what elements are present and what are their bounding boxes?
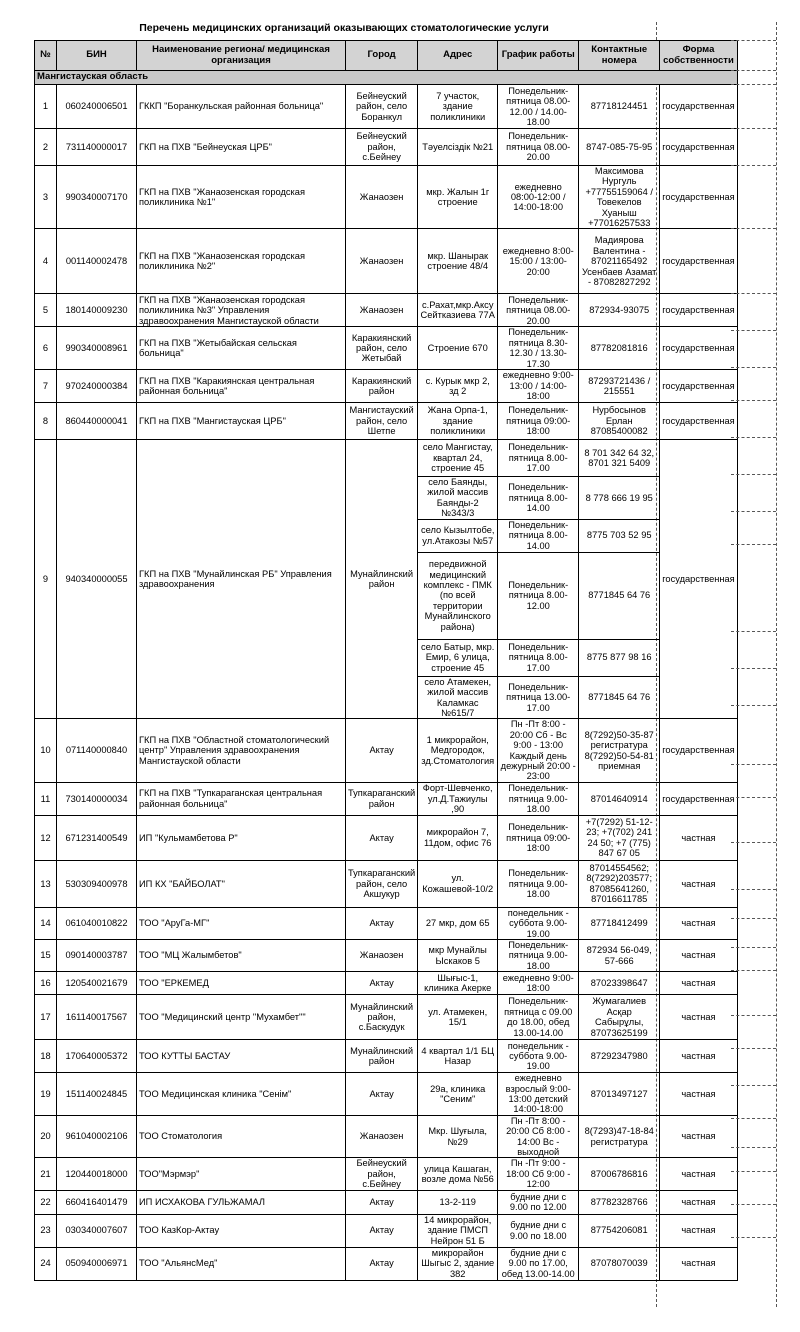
- organization-name: ИП "Кульмамбетова Р": [137, 815, 346, 860]
- phones-cell: 8775 703 52 95: [579, 519, 660, 552]
- header-name: Наименование региона/ медицинская организация: [137, 41, 346, 71]
- schedule-cell: Понедельник-пятница 8.30-12.30 / 13.30-17.30: [498, 327, 579, 370]
- phones-cell: 87023398647: [579, 972, 660, 995]
- row-number: 22: [35, 1190, 57, 1214]
- address-cell: 13-2-119: [418, 1190, 498, 1214]
- address-cell: Строение 670: [418, 327, 498, 370]
- address-cell: с. Курык мкр 2, зд 2: [418, 370, 498, 403]
- page-guide-line: [731, 947, 776, 948]
- address-cell: ул. Атамекен, 15/1: [418, 995, 498, 1040]
- address-cell: мкр. Жалын 1г строение: [418, 166, 498, 229]
- table-row: [35, 440, 738, 477]
- phones-cell: 87782328766: [579, 1190, 660, 1214]
- phones-cell: Мадиярова Валентина - 87021165492 Усенбаев Азамат - 87082827292: [579, 229, 660, 294]
- bin-cell: 151140024845: [57, 1073, 137, 1116]
- address-cell: передвижной медицинский комплекс - ПМК (по всей территории Мунайлинского района): [418, 552, 498, 639]
- bin-cell: 120440018000: [57, 1158, 137, 1190]
- row-number: 7: [35, 370, 57, 403]
- phones-cell: 872934 56-049, 57-666: [579, 939, 660, 971]
- phones-cell: 8747-085-75-95: [579, 129, 660, 166]
- bin-cell: 161140017567: [57, 995, 137, 1040]
- ownership-cell: государственная: [660, 327, 738, 370]
- phones-cell: 8 701 342 64 32, 8701 321 5409: [579, 440, 660, 477]
- phones-cell: 8771845 64 76: [579, 552, 660, 639]
- table-row: [35, 1214, 738, 1247]
- bin-cell: 671231400549: [57, 815, 137, 860]
- organization-name: ИП КХ "БАЙБОЛАТ": [137, 860, 346, 907]
- address-cell: Жана Орпа-1, здание поликлиники: [418, 403, 498, 440]
- row-number: 11: [35, 782, 57, 815]
- phones-cell: 87014640914: [579, 782, 660, 815]
- header-schedule: График работы: [498, 41, 579, 71]
- page-guide-line: [731, 1147, 776, 1148]
- row-number: 16: [35, 972, 57, 995]
- schedule-cell: Понедельник-пятница 08.00-20.00: [498, 129, 579, 166]
- address-cell: 29а, клиника "Сеним": [418, 1073, 498, 1116]
- phones-cell: Максимова Нургуль +77755159064 / Товекелов Хуаныш +77016257533: [579, 166, 660, 229]
- address-cell: микрорайон Шыгыс 2, здание 382: [418, 1247, 498, 1280]
- city-cell: Жанаозен: [346, 166, 418, 229]
- row-number: 17: [35, 995, 57, 1040]
- table-row: [35, 1190, 738, 1214]
- organization-name: ТОО КазКор-Актау: [137, 1214, 346, 1247]
- table-row: [35, 1115, 738, 1158]
- address-cell: село Батыр, мкр. Емир, 6 улица, строение 45: [418, 639, 498, 676]
- address-cell: мкр. Шанырак строение 48/4: [418, 229, 498, 294]
- schedule-cell: понедельник - суббота 9.00-19.00: [498, 907, 579, 939]
- schedule-cell: ежедневно 08:00-12:00 / 14:00-18:00: [498, 166, 579, 229]
- page-guide-line: [731, 842, 776, 843]
- schedule-cell: Понедельник-пятница с 09.00 до 18.00, обед 13.00-14.00: [498, 995, 579, 1040]
- ownership-cell: частная: [660, 1190, 738, 1214]
- schedule-cell: Понедельник-пятница 08.00-12.00 / 14.00-18.00: [498, 85, 579, 129]
- bin-cell: 660416401479: [57, 1190, 137, 1214]
- organization-name: ГКП на ПХВ "Мангистауская ЦРБ": [137, 403, 346, 440]
- city-cell: Актау: [346, 815, 418, 860]
- schedule-cell: будние дни с 9.00 по 17.00, обед 13.00-14.00: [498, 1247, 579, 1280]
- page-guide-line: [731, 437, 776, 438]
- table-row: [35, 995, 738, 1040]
- page-guide-line: [731, 918, 776, 919]
- organization-name: ТОО КУТТЫ БАСТАУ: [137, 1040, 346, 1073]
- city-cell: Тупкараганский район, село Акшукур: [346, 860, 418, 907]
- schedule-cell: Понедельник-пятница 08.00-20.00: [498, 294, 579, 327]
- address-cell: с.Рахат,мкр.Аксу Сейтказиева 77А: [418, 294, 498, 327]
- page-guide-line: [731, 1085, 776, 1086]
- phones-cell: 87013497127: [579, 1073, 660, 1116]
- organization-name: ГКП на ПХВ "Каракиянская центральная районная больница": [137, 370, 346, 403]
- phones-cell: 8(7292)50-35-87 регистратура 8(7292)50-54-81 приемная: [579, 719, 660, 782]
- address-cell: Шығыс-1, клиника Акерке: [418, 972, 498, 995]
- organization-name: ТОО Стоматология: [137, 1115, 346, 1158]
- schedule-cell: ежедневно 8:00-15:00 / 13:00-20:00: [498, 229, 579, 294]
- schedule-cell: Понедельник-пятница 09:00-18:00: [498, 403, 579, 440]
- row-number: 8: [35, 403, 57, 440]
- bin-cell: 060240006501: [57, 85, 137, 129]
- row-number: 4: [35, 229, 57, 294]
- row-number: 18: [35, 1040, 57, 1073]
- table-row: [35, 972, 738, 995]
- bin-cell: 030340007607: [57, 1214, 137, 1247]
- phones-cell: Нурбосынов Ерлан 87085400082: [579, 403, 660, 440]
- address-cell: село Кызылтобе, ул.Атакозы №57: [418, 519, 498, 552]
- table-row: [35, 1247, 738, 1280]
- page-guide-line: [731, 1015, 776, 1016]
- page-guide-line: [731, 889, 776, 890]
- city-cell: Актау: [346, 972, 418, 995]
- page-guide-line: [731, 511, 776, 512]
- ownership-cell: частная: [660, 1115, 738, 1158]
- phones-cell: 87718412499: [579, 907, 660, 939]
- row-number: 14: [35, 907, 57, 939]
- header-bin: БИН: [57, 41, 137, 71]
- table-row: [35, 229, 738, 294]
- organization-name: ТОО "АруГа-МГ": [137, 907, 346, 939]
- city-cell: Жанаозен: [346, 939, 418, 971]
- schedule-cell: Понедельник-пятница 8.00-14.00: [498, 477, 579, 520]
- region-name: Мангистауская область: [35, 71, 738, 85]
- page-guide-line: [731, 128, 776, 129]
- ownership-cell: государственная: [660, 229, 738, 294]
- table-row: [35, 815, 738, 860]
- city-cell: Актау: [346, 1073, 418, 1116]
- address-cell: 1 микрорайон, Медгородок, зд.Стоматология: [418, 719, 498, 782]
- header-address: Адрес: [418, 41, 498, 71]
- phones-cell: 8 778 666 19 95: [579, 477, 660, 520]
- schedule-cell: будние дни с 9.00 по 18.00: [498, 1214, 579, 1247]
- schedule-cell: Понедельник-пятница 09:00-18:00: [498, 815, 579, 860]
- schedule-cell: Понедельник-пятница 8.00-17.00: [498, 639, 579, 676]
- organization-name: ГККП "Боранкульская районная больница": [137, 85, 346, 129]
- organization-name: ИП ИСХАКОВА ГУЛЬЖАМАЛ: [137, 1190, 346, 1214]
- row-number: 15: [35, 939, 57, 971]
- ownership-cell: государственная: [660, 782, 738, 815]
- phones-cell: 8771845 64 76: [579, 676, 660, 719]
- table-row: [35, 1073, 738, 1116]
- ownership-cell: частная: [660, 860, 738, 907]
- organization-name: ГКП на ПХВ "Жанаозенская городская поликлиника №3" Управления здравоохранения Мангистауской области: [137, 294, 346, 327]
- page-guide-line: [731, 668, 776, 669]
- address-cell: мкр Мунайлы Ыскаков 5: [418, 939, 498, 971]
- address-cell: село Атамекен, жилой массив Каламкас №615/7: [418, 676, 498, 719]
- page-guide-line: [731, 764, 776, 765]
- city-cell: Бейнеуский район, село Боранкул: [346, 85, 418, 129]
- page-guide-line: [731, 367, 776, 368]
- ownership-cell: частная: [660, 815, 738, 860]
- page-guide-line: [731, 797, 776, 798]
- row-number: 3: [35, 166, 57, 229]
- city-cell: Мунайлинский район, с.Баскудук: [346, 995, 418, 1040]
- city-cell: Бейнеуский район, с.Бейнеу: [346, 129, 418, 166]
- city-cell: Актау: [346, 1214, 418, 1247]
- bin-cell: 731140000017: [57, 129, 137, 166]
- schedule-cell: Пн -Пт 9:00 - 18:00 Сб 9:00 - 12:00: [498, 1158, 579, 1190]
- phones-cell: 87006786816: [579, 1158, 660, 1190]
- bin-cell: 120540021679: [57, 972, 137, 995]
- region-row: [35, 71, 738, 85]
- schedule-cell: Понедельник-пятница 9.00-18.00: [498, 860, 579, 907]
- table-row: [35, 1158, 738, 1190]
- phones-cell: 87782081816: [579, 327, 660, 370]
- page-guide-line: [731, 400, 776, 401]
- page-guide-line: [731, 1048, 776, 1049]
- address-cell: ул. Кожашевой-10/2: [418, 860, 498, 907]
- city-cell: Каракиянский район: [346, 370, 418, 403]
- page-guide-line: [731, 1171, 776, 1172]
- row-number: 23: [35, 1214, 57, 1247]
- organization-name: ГКП на ПХВ "Жетыбайская сельская больница": [137, 327, 346, 370]
- page-guide-line: [731, 1237, 776, 1238]
- table-row: [35, 85, 738, 129]
- row-number: 6: [35, 327, 57, 370]
- ownership-cell: государственная: [660, 440, 738, 719]
- table-header-row: [35, 41, 738, 71]
- schedule-cell: ежедневно 9:00-13:00 / 14:00-18:00: [498, 370, 579, 403]
- organization-name: ГКП на ПХВ "Мунайлинская РБ" Управления здравоохранения: [137, 440, 346, 719]
- address-cell: Мкр. Шуғыла, №29: [418, 1115, 498, 1158]
- header-phones: Контактные номера: [579, 41, 660, 71]
- bin-cell: 990340007170: [57, 166, 137, 229]
- row-number: 13: [35, 860, 57, 907]
- ownership-cell: государственная: [660, 719, 738, 782]
- address-cell: Тәуелсіздік №21: [418, 129, 498, 166]
- ownership-cell: государственная: [660, 294, 738, 327]
- schedule-cell: понедельник - суббота 9.00-19.00: [498, 1040, 579, 1073]
- page-guide-line: [731, 474, 776, 475]
- row-number: 24: [35, 1247, 57, 1280]
- page-guide-line: [731, 544, 776, 545]
- page-guide-right: [776, 22, 777, 1307]
- row-number: 12: [35, 815, 57, 860]
- row-number: 2: [35, 129, 57, 166]
- bin-cell: 180140009230: [57, 294, 137, 327]
- organization-name: ГКП на ПХВ "Областной стоматологический центр" Управления здравоохранения Мангистауской области: [137, 719, 346, 782]
- ownership-cell: государственная: [660, 129, 738, 166]
- bin-cell: 050940006971: [57, 1247, 137, 1280]
- schedule-cell: Понедельник-пятница 9.00-18.00: [498, 939, 579, 971]
- bin-cell: 940340000055: [57, 440, 137, 719]
- header-city: Город: [346, 41, 418, 71]
- schedule-cell: будние дни с 9.00 по 12.00: [498, 1190, 579, 1214]
- page-guide-line: [731, 165, 776, 166]
- page-guide-line: [731, 70, 776, 71]
- address-cell: Форт-Шевченко, ул.Д.Тажиулы ,90: [418, 782, 498, 815]
- header-ownership: Форма собственности: [660, 41, 738, 71]
- table-row: [35, 403, 738, 440]
- ownership-cell: частная: [660, 995, 738, 1040]
- phones-cell: +7(7292) 51-12-23; +7(702) 241 24 50; +7 (775) 847 67 05: [579, 815, 660, 860]
- city-cell: Жанаозен: [346, 1115, 418, 1158]
- table-row: [35, 1040, 738, 1073]
- city-cell: Актау: [346, 1190, 418, 1214]
- ownership-cell: государственная: [660, 370, 738, 403]
- organization-name: ГКП на ПХВ "Бейнеуская ЦРБ": [137, 129, 346, 166]
- phones-cell: 87293721436 / 215551: [579, 370, 660, 403]
- city-cell: Каракиянский район, село Жетыбай: [346, 327, 418, 370]
- table-row: [35, 939, 738, 971]
- row-number: 20: [35, 1115, 57, 1158]
- bin-cell: 001140002478: [57, 229, 137, 294]
- table-row: [35, 294, 738, 327]
- bin-cell: 530309400978: [57, 860, 137, 907]
- page-guide-line: [731, 84, 776, 85]
- organization-name: ГКП на ПХВ "Тупкараганская центральная районная больница": [137, 782, 346, 815]
- ownership-cell: частная: [660, 1073, 738, 1116]
- bin-cell: 090140003787: [57, 939, 137, 971]
- city-cell: Тупкараганский район: [346, 782, 418, 815]
- organization-name: ТОО "Медицинский центр "Мухамбет"": [137, 995, 346, 1040]
- schedule-cell: ежедневно взрослый 9:00-13:00 детский 14:00-18:00: [498, 1073, 579, 1116]
- schedule-cell: Понедельник-пятница 8.00-17.00: [498, 440, 579, 477]
- phones-cell: 87078070039: [579, 1247, 660, 1280]
- city-cell: Жанаозен: [346, 229, 418, 294]
- ownership-cell: частная: [660, 907, 738, 939]
- page-guide-line: [731, 228, 776, 229]
- header-num: №: [35, 41, 57, 71]
- phones-cell: 87718124451: [579, 85, 660, 129]
- phones-cell: 8775 877 98 16: [579, 639, 660, 676]
- row-number: 21: [35, 1158, 57, 1190]
- schedule-cell: Понедельник-пятница 8.00-14.00: [498, 519, 579, 552]
- ownership-cell: частная: [660, 1214, 738, 1247]
- city-cell: Мангистауский район, село Шетпе: [346, 403, 418, 440]
- ownership-cell: государственная: [660, 85, 738, 129]
- organization-name: ГКП на ПХВ "Жанаозенская городская поликлиника №2": [137, 229, 346, 294]
- row-number: 5: [35, 294, 57, 327]
- schedule-cell: Понедельник-пятница 13.00-17.00: [498, 676, 579, 719]
- page-guide-line: [731, 293, 776, 294]
- organization-name: ТОО"Мэрмэр": [137, 1158, 346, 1190]
- city-cell: Бейнеуский район, с.Бейнеу: [346, 1158, 418, 1190]
- bin-cell: 071140000840: [57, 719, 137, 782]
- city-cell: Мунайлинский район: [346, 1040, 418, 1073]
- city-cell: Жанаозен: [346, 294, 418, 327]
- address-cell: микрорайон 7, 11дом, офис 76: [418, 815, 498, 860]
- address-cell: село Мангистау, квартал 24, строение 45: [418, 440, 498, 477]
- schedule-cell: Понедельник-пятница 9.00-18.00: [498, 782, 579, 815]
- page-guide-line: [731, 1204, 776, 1205]
- table-row: [35, 907, 738, 939]
- ownership-cell: государственная: [660, 403, 738, 440]
- address-cell: 27 мкр, дом 65: [418, 907, 498, 939]
- address-cell: 14 микрорайон, здание ПМСП Нейрон 51 Б: [418, 1214, 498, 1247]
- page-guide-line: [731, 970, 776, 971]
- row-number: 1: [35, 85, 57, 129]
- row-number: 9: [35, 440, 57, 719]
- organizations-table: [34, 40, 738, 1281]
- bin-cell: 961040002106: [57, 1115, 137, 1158]
- table-row: [35, 129, 738, 166]
- city-cell: Актау: [346, 1247, 418, 1280]
- ownership-cell: частная: [660, 1040, 738, 1073]
- address-cell: 7 участок, здание поликлиники: [418, 85, 498, 129]
- bin-cell: 860440000041: [57, 403, 137, 440]
- document-title: Перечень медицинских организаций оказывающих стоматологические услуги: [139, 22, 549, 34]
- city-cell: Актау: [346, 719, 418, 782]
- bin-cell: 730140000034: [57, 782, 137, 815]
- phones-cell: 872934-93075: [579, 294, 660, 327]
- bin-cell: 970240000384: [57, 370, 137, 403]
- schedule-cell: Понедельник-пятница 8.00-12.00: [498, 552, 579, 639]
- bin-cell: 061040010822: [57, 907, 137, 939]
- address-cell: село Баянды, жилой массив Баянды-2 №343/3: [418, 477, 498, 520]
- table-row: [35, 719, 738, 782]
- table-row: [35, 370, 738, 403]
- phones-cell: 8(7293)47-18-84 регистратура: [579, 1115, 660, 1158]
- bin-cell: 990340008961: [57, 327, 137, 370]
- page-guide-line: [731, 705, 776, 706]
- ownership-cell: частная: [660, 939, 738, 971]
- ownership-cell: частная: [660, 1158, 738, 1190]
- city-cell: Актау: [346, 907, 418, 939]
- phones-cell: 87754206081: [579, 1214, 660, 1247]
- page-guide-line: [731, 1118, 776, 1119]
- bin-cell: 170640005372: [57, 1040, 137, 1073]
- table-row: [35, 327, 738, 370]
- address-cell: 4 квартал 1/1 БЦ Назар: [418, 1040, 498, 1073]
- ownership-cell: частная: [660, 1247, 738, 1280]
- address-cell: улица Кашаган, возле дома №56: [418, 1158, 498, 1190]
- phones-cell: 87292347980: [579, 1040, 660, 1073]
- schedule-cell: Пн -Пт 8:00 - 20:00 Сб - Вс 9:00 - 13:00 Каждый день дежурный 20:00 - 23:00: [498, 719, 579, 782]
- table-row: [35, 782, 738, 815]
- schedule-cell: ежедневно 9:00-18:00: [498, 972, 579, 995]
- schedule-cell: Пн -Пт 8:00 - 20:00 Сб 8:00 - 14:00 Вс - выходной: [498, 1115, 579, 1158]
- organization-name: ТОО "ЕРКЕМЕД: [137, 972, 346, 995]
- row-number: 19: [35, 1073, 57, 1116]
- organization-name: ГКП на ПХВ "Жанаозенская городская поликлиника №1": [137, 166, 346, 229]
- organization-name: ТОО Медицинская клиника "Сенім": [137, 1073, 346, 1116]
- phones-cell: Жумагалиев Асқар Сабырұлы, 87073625199: [579, 995, 660, 1040]
- organization-name: ТОО "МЦ Жалымбетов": [137, 939, 346, 971]
- ownership-cell: государственная: [660, 166, 738, 229]
- city-cell: Мунайлинский район: [346, 440, 418, 719]
- row-number: 10: [35, 719, 57, 782]
- ownership-cell: частная: [660, 972, 738, 995]
- table-row: [35, 860, 738, 907]
- page-guide-line: [731, 631, 776, 632]
- phones-cell: 87014554562; 8(7292)203577; 87085641260, 87016611785: [579, 860, 660, 907]
- page-guide-line: [731, 330, 776, 331]
- page-guide-line: [731, 40, 776, 41]
- table-row: [35, 166, 738, 229]
- organization-name: ТОО "АльянсМед": [137, 1247, 346, 1280]
